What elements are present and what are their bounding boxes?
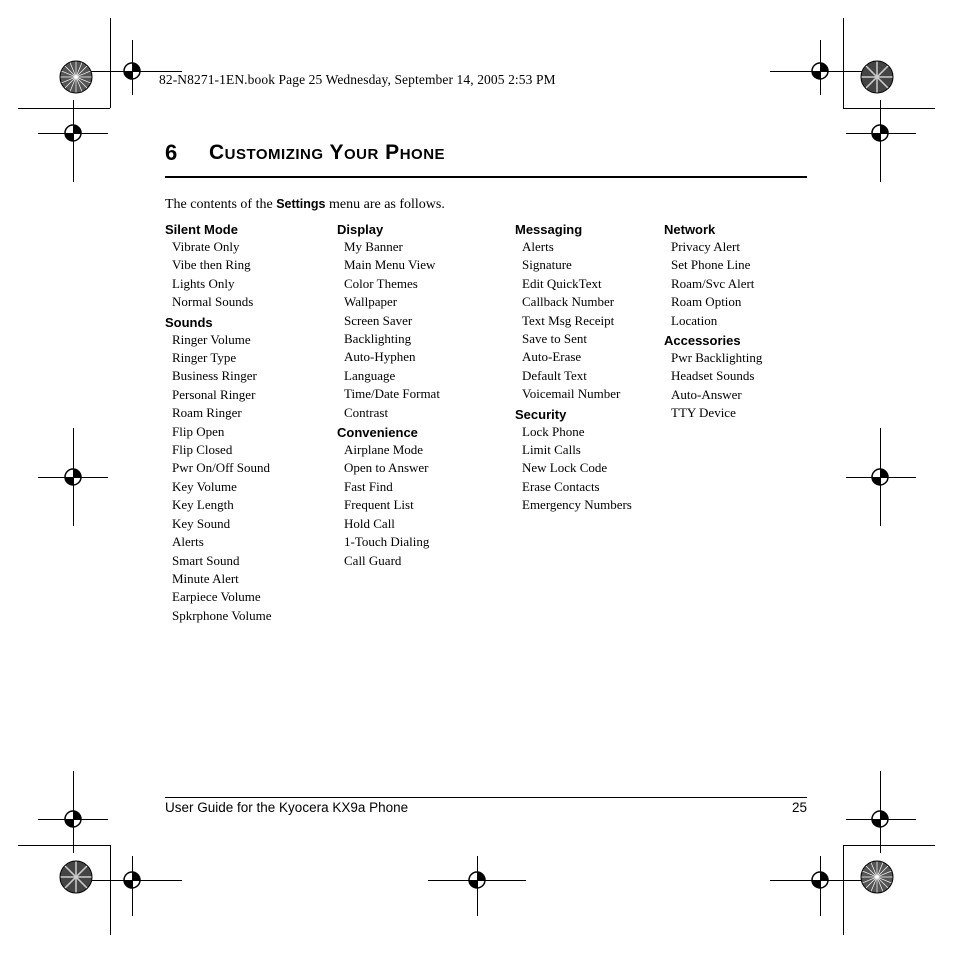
menu-item: Lock Phone — [522, 423, 585, 439]
menu-item: My Banner — [344, 239, 403, 254]
menu-item: Edit QuickText — [522, 275, 602, 291]
menu-item: Language — [344, 367, 396, 383]
menu-item: Business Ringer — [172, 368, 257, 384]
menu-item: Default Text — [522, 367, 587, 383]
menu-item: Wallpaper — [344, 294, 398, 310]
starburst-icon — [59, 60, 93, 94]
menu-item: Location — [671, 312, 718, 328]
menu-item: Signature — [522, 257, 572, 273]
menu-item: Voicemail Number — [522, 386, 621, 402]
registration-target-icon — [121, 869, 143, 891]
menu-item: Privacy Alert — [671, 239, 740, 254]
menu-group-title: Network — [664, 222, 716, 237]
menu-item: Pwr Backlighting — [671, 350, 763, 366]
starburst-icon — [860, 60, 894, 94]
menu-item: Alerts — [522, 239, 554, 254]
registration-target-icon — [869, 122, 891, 144]
menu-column — [337, 222, 440, 570]
menu-group — [664, 333, 762, 423]
menu-group-title: Messaging — [515, 222, 583, 237]
menu-item: Auto-Answer — [671, 386, 742, 402]
menu-item: Contrast — [344, 404, 389, 420]
menu-group-title: Convenience — [337, 425, 418, 441]
menu-item: Airplane Mode — [344, 442, 424, 458]
menu-item: Vibe then Ring — [172, 257, 251, 273]
crop-mark — [18, 108, 110, 109]
settings-menu-name: Settings — [276, 197, 326, 211]
registration-target-icon — [466, 869, 488, 891]
registration-target-icon — [121, 60, 143, 82]
registration-target-icon — [869, 466, 891, 488]
menu-item: Roam Ringer — [172, 405, 242, 421]
menu-item: Emergency Numbers — [522, 497, 632, 513]
menu-item: Main Menu View — [344, 257, 436, 273]
footer-title: User Guide for the Kyocera KX9a Phone — [165, 800, 409, 815]
starburst-icon — [59, 860, 93, 894]
crop-mark — [843, 18, 844, 108]
print-slug: 82-N8271-1EN.book Page 25 Wednesday, September 14, 2005 2:53 PM — [159, 72, 556, 87]
menu-item: Flip Open — [172, 423, 225, 439]
menu-item: Hold Call — [344, 515, 395, 531]
registration-target-icon — [809, 869, 831, 891]
menu-item: New Lock Code — [522, 460, 608, 476]
intro-text-after: menu are as follows. — [325, 197, 445, 212]
menu-group-title: Security — [515, 406, 567, 422]
menu-column — [165, 222, 272, 625]
menu-item: Lights Only — [172, 275, 235, 291]
crop-mark — [110, 18, 111, 108]
menu-group — [664, 222, 762, 330]
menu-item: Vibrate Only — [172, 239, 240, 254]
menu-item: Pwr On/Off Sound — [172, 460, 270, 476]
menu-group — [165, 315, 272, 626]
menu-item: Open to Answer — [344, 460, 429, 476]
registration-target-icon — [62, 466, 84, 488]
menu-item: Save to Sent — [522, 331, 587, 347]
menu-item: Roam/Svc Alert — [671, 275, 755, 291]
footer-rule — [165, 797, 807, 798]
menu-item: Auto-Erase — [522, 349, 582, 365]
intro-paragraph — [165, 197, 445, 213]
menu-item: Screen Saver — [344, 312, 413, 328]
starburst-icon — [860, 860, 894, 894]
menu-item: Spkrphone Volume — [172, 607, 272, 623]
menu-item: Erase Contacts — [522, 478, 600, 494]
menu-item: Callback Number — [522, 294, 615, 310]
menu-item: Auto-Hyphen — [344, 349, 416, 365]
menu-item: Ringer Volume — [172, 331, 251, 347]
menu-group-title: Silent Mode — [165, 222, 238, 237]
menu-item: TTY Device — [671, 405, 736, 421]
menu-item: Minute Alert — [172, 570, 239, 586]
menu-column — [515, 222, 632, 515]
menu-item: Key Volume — [172, 478, 237, 494]
menu-item: Headset Sounds — [671, 368, 755, 384]
menu-item: Limit Calls — [522, 442, 581, 458]
crop-mark — [843, 845, 844, 935]
registration-target-icon — [62, 808, 84, 830]
menu-group — [515, 222, 632, 404]
chapter-number: 6 — [165, 140, 178, 165]
chapter-heading — [165, 140, 807, 178]
menu-item: Fast Find — [344, 478, 393, 494]
menu-item: Ringer Type — [172, 350, 237, 366]
menu-group-title: Accessories — [664, 333, 741, 349]
chapter-title: Customizing Your Phone — [209, 141, 446, 164]
crop-mark — [843, 108, 935, 109]
menu-group-title: Sounds — [165, 314, 213, 330]
page-number: 25 — [791, 800, 807, 815]
registration-target-icon — [62, 122, 84, 144]
menu-item: Normal Sounds — [172, 294, 254, 310]
menu-item: Alerts — [172, 534, 204, 550]
menu-item: Frequent List — [344, 497, 414, 513]
menu-item: Set Phone Line — [671, 257, 751, 273]
menu-item: Personal Ringer — [172, 386, 256, 402]
crop-mark — [110, 845, 111, 935]
menu-group — [165, 222, 272, 312]
menu-item: Smart Sound — [172, 552, 240, 568]
registration-target-icon — [869, 808, 891, 830]
menu-item: Earpiece Volume — [172, 589, 261, 605]
menu-item: Time/Date Format — [344, 386, 440, 402]
menu-item: Color Themes — [344, 275, 418, 291]
intro-text-before: The contents of the — [165, 197, 277, 212]
menu-group — [515, 407, 632, 515]
menu-group — [337, 222, 440, 422]
menu-item: Key Sound — [172, 515, 231, 531]
menu-item: Flip Closed — [172, 442, 233, 458]
crop-mark — [843, 845, 935, 846]
menu-column — [664, 222, 762, 423]
menu-item: Backlighting — [344, 331, 412, 347]
menu-item: Key Length — [172, 497, 234, 513]
menu-group-title: Display — [337, 222, 384, 237]
registration-target-icon — [809, 60, 831, 82]
menu-group — [337, 425, 440, 570]
crop-mark — [18, 845, 110, 846]
menu-item: 1-Touch Dialing — [344, 534, 430, 550]
menu-item: Roam Option — [671, 294, 742, 310]
menu-item: Call Guard — [344, 552, 402, 568]
menu-item: Text Msg Receipt — [522, 312, 615, 328]
